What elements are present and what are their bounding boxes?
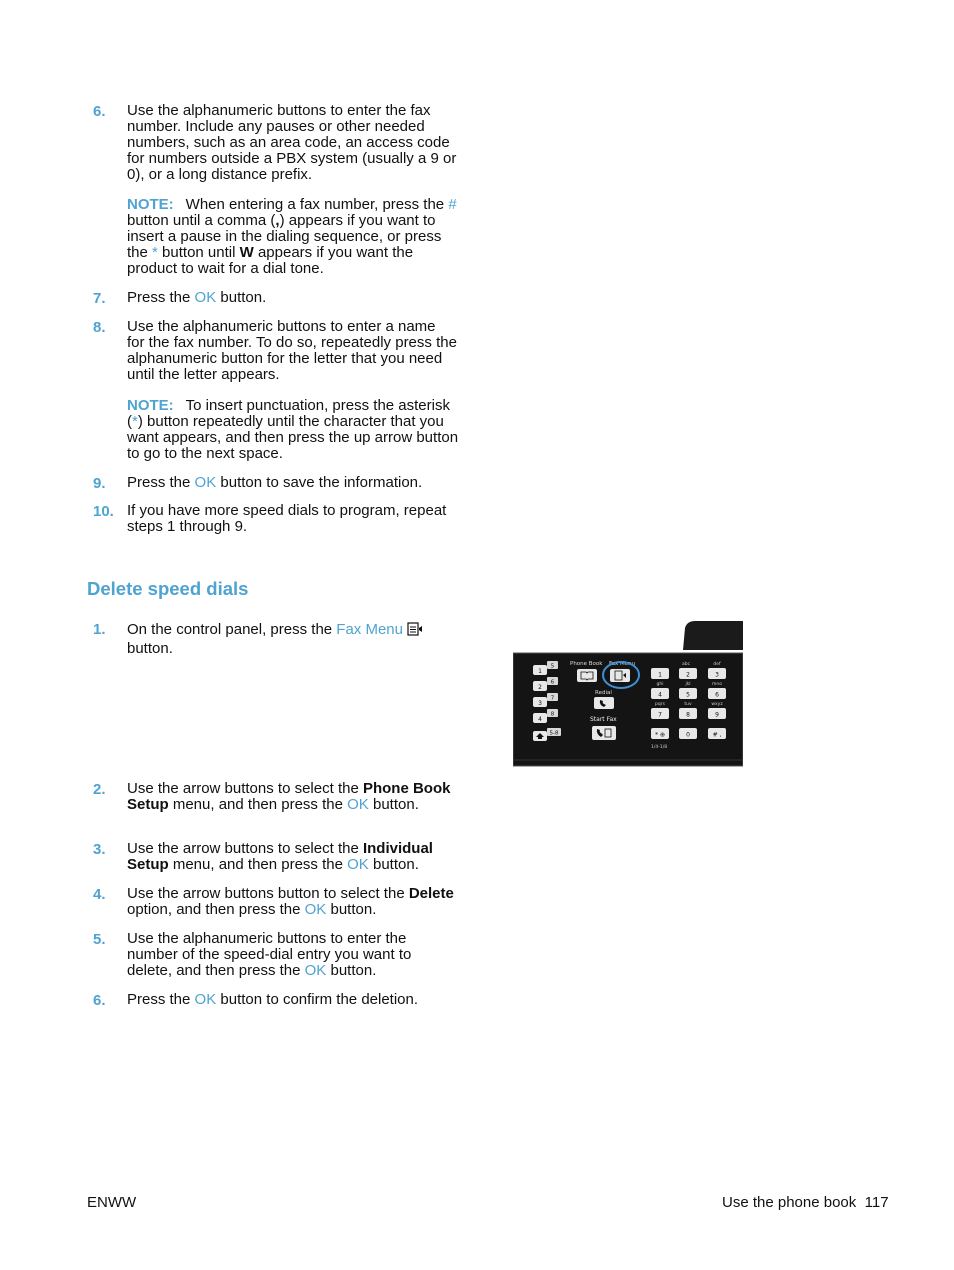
svg-text:9: 9 xyxy=(715,711,719,719)
svg-text:* ⊕: * ⊕ xyxy=(655,731,665,739)
step-text: Use the alphanumeric buttons to enter the fax number. Include any pauses or other needed numbers, such as an area code, an access code for numbers outside a PBX system (usually a 9 or 0), or a long distance prefix. xyxy=(127,102,457,183)
svg-text:5: 5 xyxy=(686,691,690,699)
svg-text:pqrs: pqrs xyxy=(655,702,665,707)
svg-text:6: 6 xyxy=(550,679,555,686)
speed-dial-label: 4 xyxy=(538,716,542,723)
svg-text:7: 7 xyxy=(658,711,662,719)
ok-link: OK xyxy=(347,856,369,873)
step-text: Press the OK button to save the information. xyxy=(127,474,423,491)
speed-dial-label: 3 xyxy=(538,700,542,707)
page-number: 117 xyxy=(864,1194,889,1211)
step-number: 10. xyxy=(93,503,114,520)
svg-text:1: 1 xyxy=(658,671,662,679)
footer-right xyxy=(722,1194,889,1211)
svg-text:tuv: tuv xyxy=(684,702,692,707)
start-fax-button[interactable] xyxy=(592,726,616,740)
step-number: 2. xyxy=(93,781,106,798)
step-text: If you have more speed dials to program, repeat steps 1 through 9. xyxy=(127,502,447,535)
step-number: 6. xyxy=(93,103,106,120)
redial-label: Redial xyxy=(595,690,612,696)
speed-dial-label: 1 xyxy=(538,668,542,675)
svg-text:wxyz: wxyz xyxy=(711,702,723,707)
svg-text:3: 3 xyxy=(715,671,719,679)
step-text: Use the arrow buttons to select the Individual Setup menu, and then press the OK button. xyxy=(127,840,433,873)
svg-text:8: 8 xyxy=(550,711,555,718)
fax-menu-label: Fax Menu xyxy=(609,661,636,667)
step-number: 3. xyxy=(93,841,106,858)
svg-text:abc: abc xyxy=(681,662,691,667)
ok-link: OK xyxy=(304,901,327,918)
svg-text:ghi: ghi xyxy=(656,682,664,687)
svg-text:4: 4 xyxy=(658,691,662,699)
star-key: * xyxy=(152,244,158,261)
svg-text:mno: mno xyxy=(712,682,722,687)
note-pause: NOTE: When entering a fax number, press the # button until a comma (,) appears if you want to insert a pause in the dialing sequence, or press the * button until W appears if you want the product to wait for a dial tone. xyxy=(127,196,457,277)
phone-book-label: Phone Book xyxy=(570,661,603,667)
step-number: 7. xyxy=(93,290,106,307)
footer-chapter: Use the phone book xyxy=(722,1194,857,1211)
note-label: NOTE: xyxy=(127,397,174,414)
svg-text:# ,: # , xyxy=(712,731,722,739)
redial-button[interactable] xyxy=(594,697,614,709)
svg-text:def: def xyxy=(713,662,721,667)
panel-top-tab xyxy=(683,621,743,650)
step-text: Use the arrow buttons button to select the Delete option, and then press the OK button. xyxy=(127,885,454,918)
step-text: Use the alphanumeric buttons to enter the number of the speed-dial entry you want to delete, and then press the OK button. xyxy=(127,930,412,979)
ok-link: OK xyxy=(194,289,217,306)
section-heading: Delete speed dials xyxy=(87,578,249,599)
ok-link: OK xyxy=(194,991,217,1008)
svg-text:jkl: jkl xyxy=(685,682,691,687)
step-number: 5. xyxy=(93,931,106,948)
step-text: On the control panel, press the Fax Menu button. xyxy=(127,621,457,657)
footer-left: ENWW xyxy=(87,1194,137,1211)
step-number: 1. xyxy=(93,621,106,638)
step-number: 6. xyxy=(93,992,106,1009)
svg-text:5-8: 5-8 xyxy=(549,730,559,737)
svg-text:2: 2 xyxy=(686,671,690,679)
svg-text:5: 5 xyxy=(550,663,555,670)
svg-text:7: 7 xyxy=(550,695,555,702)
ok-link: OK xyxy=(347,796,369,813)
step-text: Use the alphanumeric buttons to enter a name for the fax number. To do so, repeatedly press the alphanumeric button for the letter that you need until the letter appears. xyxy=(127,318,457,383)
svg-text:0: 0 xyxy=(686,731,690,739)
keypad xyxy=(651,661,726,750)
speed-dial-label: 2 xyxy=(538,684,542,691)
step-number: 8. xyxy=(93,319,106,336)
svg-text:6: 6 xyxy=(715,691,719,699)
ok-link: OK xyxy=(194,474,217,491)
step-number: 9. xyxy=(93,475,106,492)
svg-text:8: 8 xyxy=(686,711,690,719)
fax-menu-link: Fax Menu xyxy=(336,621,403,638)
step-text: Use the arrow buttons to select the Phone Book Setup menu, and then press the OK button. xyxy=(127,780,451,813)
star-key: * xyxy=(132,413,138,430)
step-text: Press the OK button. xyxy=(127,289,267,306)
control-panel-svg xyxy=(513,620,743,767)
step-text: Press the OK button to confirm the deletion. xyxy=(127,991,419,1008)
ok-link: OK xyxy=(304,962,327,979)
fax-menu-icon xyxy=(407,621,423,641)
note-punctuation: NOTE: To insert punctuation, press the asterisk (*) button repeatedly until the character that you want appears, and then press the up arrow button to go to the next space. xyxy=(127,397,459,462)
hash-key: # xyxy=(448,196,457,213)
step-number: 4. xyxy=(93,886,106,903)
keypad-extra-label: 1/4-1/8 xyxy=(651,745,668,750)
start-fax-label: Start Fax xyxy=(590,716,617,723)
control-panel-illustration xyxy=(513,620,743,767)
note-label: NOTE: xyxy=(127,196,174,213)
